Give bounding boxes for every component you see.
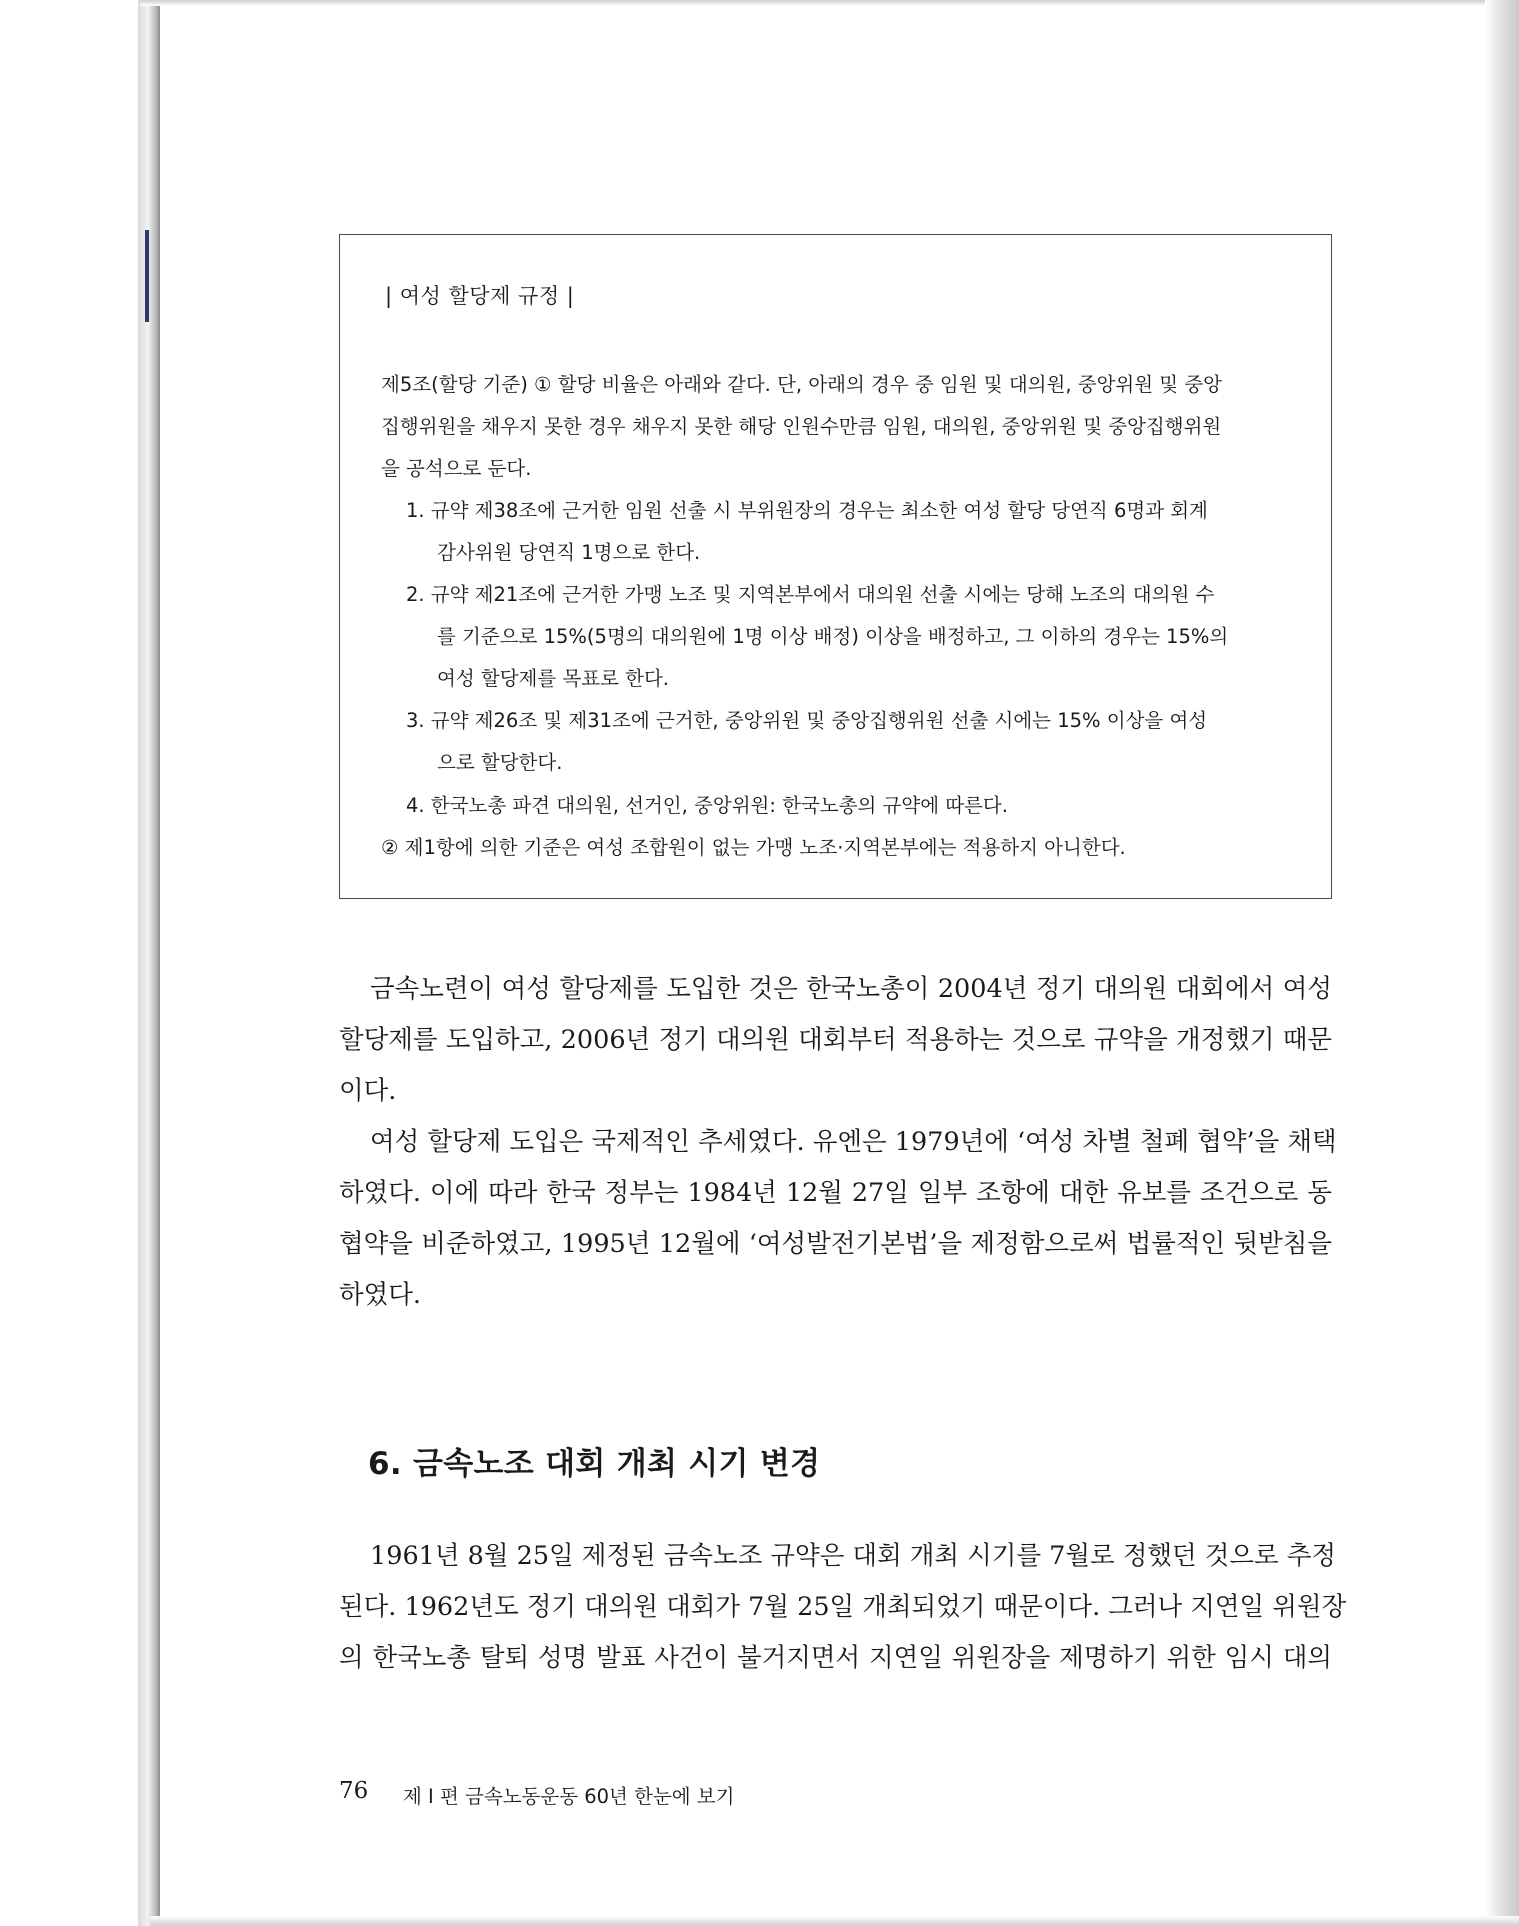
- page-bottom-shadow: [150, 1916, 1519, 1926]
- section-line: 의 한국노총 탈퇴 성명 발표 사건이 불거지면서 지연일 위원장을 제명하기 위한 임시 대의: [339, 1643, 1332, 1673]
- page-number: 76: [339, 1778, 369, 1804]
- running-head: 제 I 편 금속노동운동 60년 한눈에 보기: [403, 1785, 735, 1808]
- body-line: 하였다. 이에 따라 한국 정부는 1984년 12월 27일 일부 조항에 대한 유보를 조건으로 동: [339, 1178, 1332, 1208]
- box-line: 4. 한국노총 파견 대의원, 선거인, 중앙위원: 한국노총의 규약에 따른다.: [406, 794, 1008, 817]
- page-right-shadow: [1485, 0, 1519, 1926]
- page-top-edge: [140, 0, 1500, 6]
- body-line: 할당제를 도입하고, 2006년 정기 대의원 대회부터 적용하는 것으로 규약을 개정했기 때문: [339, 1025, 1332, 1055]
- box-line: 를 기준으로 15%(5명의 대의원에 1명 이상 배정) 이상을 배정하고, 그 이하의 경우는 15%의: [437, 625, 1229, 648]
- box-line: 3. 규약 제26조 및 제31조에 근거한, 중앙위원 및 중앙집행위원 선출 시에는 15% 이상을 여성: [406, 709, 1208, 732]
- body-line: 하였다.: [339, 1280, 422, 1310]
- book-spine: [138, 0, 160, 1926]
- box-title: | 여성 할당제 규정 |: [385, 284, 575, 308]
- body-line: 여성 할당제 도입은 국제적인 추세였다. 유엔은 1979년에 ‘여성 차별 철폐 협약’을 채택: [370, 1127, 1337, 1157]
- box-line: 으로 할당한다.: [437, 751, 563, 774]
- box-line: ② 제1항에 의한 기준은 여성 조합원이 없는 가맹 노조·지역본부에는 적용하지 아니한다.: [381, 836, 1126, 859]
- box-line: 여성 할당제를 목표로 한다.: [437, 667, 670, 690]
- section-line: 된다. 1962년도 정기 대의원 대회가 7월 25일 개최되었기 때문이다. 그러나 지연일 위원장: [339, 1592, 1347, 1622]
- spine-bookmark: [145, 230, 149, 322]
- box-line: 감사위원 당연직 1명으로 한다.: [437, 541, 701, 564]
- box-line: 1. 규약 제38조에 근거한 임원 선출 시 부위원장의 경우는 최소한 여성 할당 당연직 6명과 회계: [406, 499, 1208, 522]
- box-line: 을 공석으로 둔다.: [381, 457, 532, 480]
- box-line: 2. 규약 제21조에 근거한 가맹 노조 및 지역본부에서 대의원 선출 시에는 당해 노조의 대의원 수: [406, 583, 1215, 606]
- box-line: 제5조(할당 기준) ① 할당 비율은 아래와 같다. 단, 아래의 경우 중 임원 및 대의원, 중앙위원 및 중앙: [381, 373, 1223, 396]
- box-line: 집행위원을 채우지 못한 경우 채우지 못한 해당 인원수만큼 임원, 대의원, 중앙위원 및 중앙집행위원: [381, 415, 1222, 438]
- section-heading: 6. 금속노조 대회 개최 시기 변경: [368, 1446, 821, 1482]
- section-line: 1961년 8월 25일 제정된 금속노조 규약은 대회 개최 시기를 7월로 정했던 것으로 추정: [370, 1541, 1337, 1571]
- body-line: 금속노련이 여성 할당제를 도입한 것은 한국노총이 2004년 정기 대의원 대회에서 여성: [370, 974, 1332, 1004]
- body-line: 이다.: [339, 1076, 397, 1106]
- body-line: 협약을 비준하였고, 1995년 12월에 ‘여성발전기본법’을 제정함으로써 법률적인 뒷받침을: [339, 1229, 1332, 1259]
